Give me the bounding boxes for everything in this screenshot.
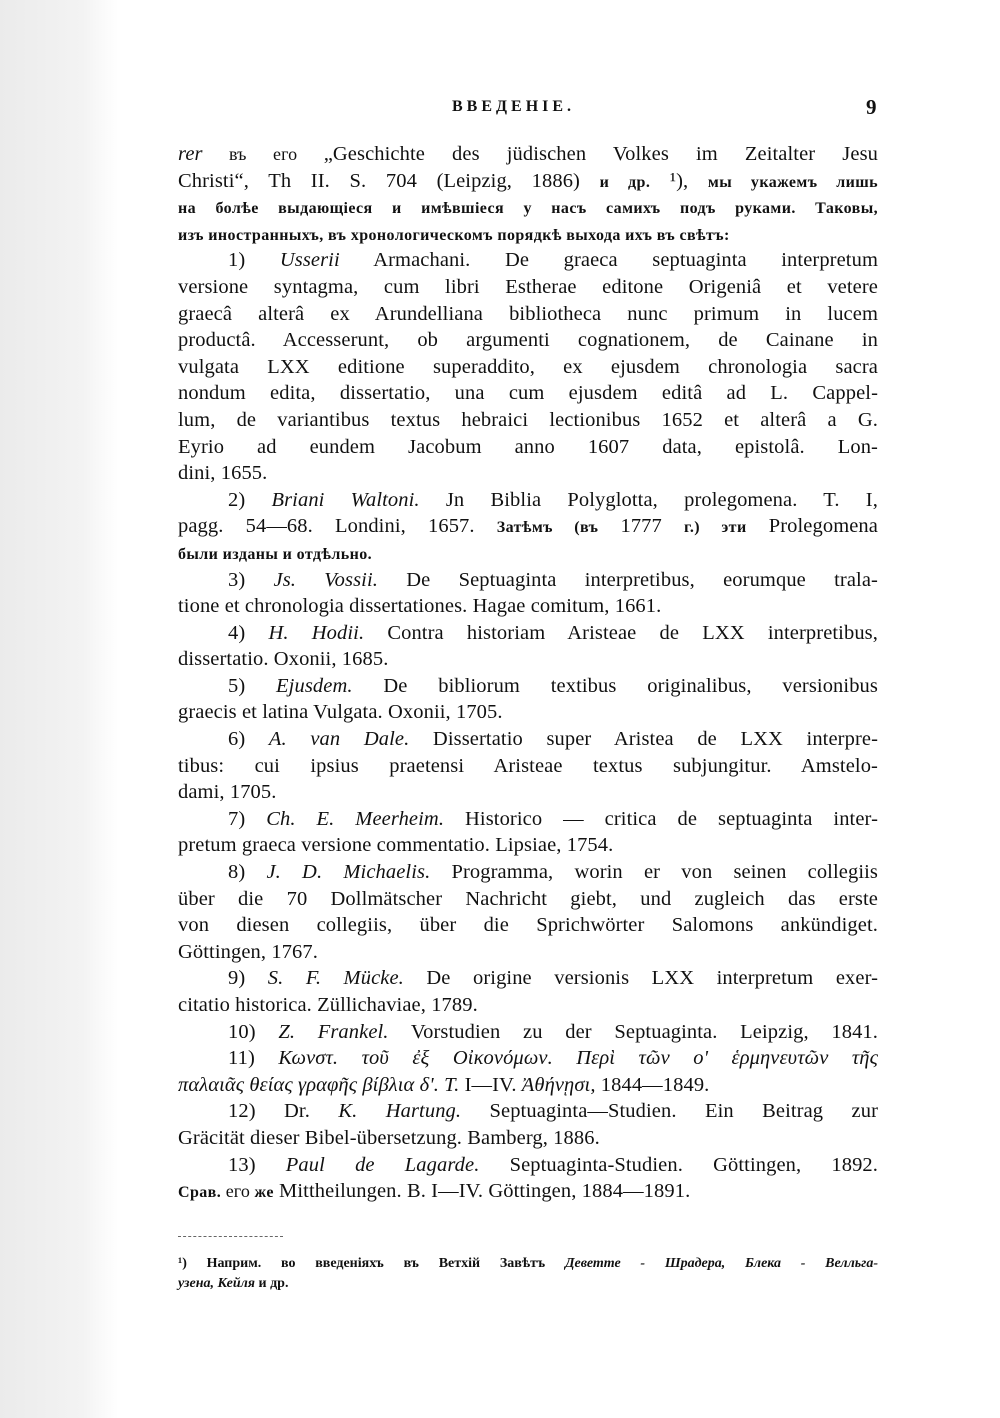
text-line — [178, 1125, 878, 1152]
text-run: Dissertatio super Aristea de LXX interpre- — [409, 728, 878, 751]
text-run: 1777 — [598, 515, 685, 538]
text-run: tibus: cui ipsius praetensi Aristeae textus subjungitur. Amstelo- — [178, 754, 878, 777]
text-run: 7) — [228, 807, 267, 830]
text-run: Mittheilungen. B. I—IV. Göttingen, 1884—1891. — [273, 1180, 691, 1203]
text-line — [178, 1098, 878, 1125]
text-line — [178, 487, 878, 514]
text-line — [178, 567, 878, 594]
text-run: 1) — [228, 249, 280, 272]
text-line — [178, 806, 878, 833]
text-line — [178, 380, 878, 407]
text-line — [178, 301, 878, 328]
text-line — [178, 1178, 878, 1205]
text-line — [178, 1019, 878, 1046]
text-line — [178, 593, 878, 620]
text-run: Göttingen, 1767. — [178, 940, 318, 963]
text-run: изъ иностранныхъ, въ хронологическомъ порядкѣ выхода ихъ въ свѣтъ: — [178, 226, 730, 244]
text-run: Затѣмъ (въ — [496, 519, 599, 537]
text-run: graecis et latina Vulgata. Oxonii, 1705. — [178, 701, 503, 724]
text-run: dissertatio. Oxonii, 1685. — [178, 648, 389, 671]
text-run: 2) — [228, 488, 272, 511]
text-line — [178, 327, 878, 354]
text-run: tione et chronologia dissertationes. Hagae comitum, 1661. — [178, 595, 662, 618]
text-run: Jn Biblia Polyglotta, prolegomena. T. I, — [419, 488, 878, 511]
text-run: lum, de variantibus textus hebraici lectionibus 1652 et alterâ a G. — [178, 408, 878, 431]
text-run: Historico — critica de septuaginta inter- — [444, 807, 878, 830]
text-run: παλαιᾶς θείας γραφῆς βίβλια δ'. Τ. — [178, 1073, 460, 1096]
text-run: K. Hartung. — [338, 1100, 462, 1123]
text-run: De Septuaginta interpretibus, eorumque trala- — [377, 568, 878, 591]
text-run: pretum graeca versione commentatio. Lipsiae, 1754. — [178, 834, 614, 857]
text-run: von diesen collegiis, über die Sprichwörter Salomons ankündiget. — [178, 914, 878, 937]
text-line — [178, 407, 878, 434]
text-run: Vorstudien zu der Septuaginta. Leipzig, 1841. — [388, 1020, 878, 1043]
text-line — [178, 673, 878, 700]
text-run: 3) — [228, 568, 274, 591]
text-line — [178, 1045, 878, 1072]
text-run: Prolegomena — [746, 515, 878, 538]
text-run: на болѣе выдающіеся и имѣвшіеся у насъ самихъ подъ руками. Таковы, — [178, 200, 878, 218]
text-line — [178, 354, 878, 381]
text-run: dami, 1705. — [178, 781, 277, 804]
text-run: „Geschichte des jüdischen Volkes im Zeitalter Jesu — [323, 143, 878, 165]
text-run: 9) — [228, 967, 268, 990]
text-line — [178, 992, 878, 1019]
text-line — [178, 460, 878, 487]
footnote-separator — [178, 1236, 283, 1237]
text-run: 4) — [228, 621, 269, 644]
text-line — [178, 646, 878, 673]
text-run: I—IV. — [459, 1073, 522, 1096]
text-run: Срав. — [178, 1184, 222, 1202]
text-run: Septuaginta-Studien. Göttingen, 1892. — [479, 1153, 879, 1176]
text-line — [178, 1072, 878, 1099]
text-run: 13) — [228, 1153, 286, 1176]
text-run: S. F. Mücke. — [267, 967, 404, 990]
text-line — [178, 434, 878, 461]
text-run: Ch. E. Meerheim. — [266, 807, 445, 830]
text-line — [178, 726, 878, 753]
text-line — [178, 141, 878, 168]
text-run: 6) — [228, 728, 269, 751]
text-run: H. Hodii. — [268, 621, 365, 644]
footnote — [178, 1254, 878, 1294]
text-run: Gräcität dieser Bibel-übersetzung. Bamberg, 1886. — [178, 1126, 600, 1149]
text-run: Деветте - Шрадера, Блека - Велльга- — [564, 1256, 878, 1271]
text-run: 12) Dr. — [228, 1100, 339, 1123]
text-run: rer — [178, 143, 203, 165]
text-line — [178, 274, 878, 301]
text-line — [178, 513, 878, 540]
text-line — [178, 859, 878, 886]
text-run: A. van Dale. — [268, 728, 410, 751]
text-run: citatio historica. Züllichaviae, 1789. — [178, 994, 478, 1016]
text-run: Armachani. De graeca septuaginta interpretum — [339, 249, 878, 272]
text-run: Christi“, Th II. S. 704 (Leipzig, 1886) — [178, 169, 600, 192]
text-run: De origine versionis LXX interpretum exer- — [403, 967, 879, 990]
text-run: nondum edita, dissertatio, una cum ejusdem editâ ad L. Cappel- — [178, 382, 878, 405]
text-run: и др. — [255, 1276, 289, 1291]
text-run: Septuaginta—Studien. Ein Beitrag zur — [461, 1100, 878, 1123]
text-run: 10) — [228, 1020, 279, 1043]
text-run: ¹), — [650, 169, 708, 192]
text-run: мы укажемъ лишь — [707, 173, 878, 191]
text-run: Κωνστ. τοῦ ἐξ Οἰκονόμων. Περὶ τῶν ο' ἑρμηνευτῶν τῆς — [278, 1047, 878, 1070]
text-run: productâ. Accesserunt, ob argumenti cognationem, de Cainane in — [178, 329, 878, 352]
text-run: J. D. Michaelis. — [266, 861, 431, 884]
text-run: узена, Кейля — [178, 1276, 256, 1291]
text-run: pagg. 54—68. Londini, 1657. — [178, 515, 497, 538]
text-run: 1844—1849. — [595, 1073, 710, 1096]
text-line — [178, 540, 878, 567]
text-run: были изданы и отдѣльно. — [178, 545, 373, 563]
text-run: Usserii — [279, 249, 340, 272]
text-line — [178, 1152, 878, 1179]
text-run: 11) — [228, 1047, 279, 1070]
text-line — [178, 965, 878, 992]
text-run: versione syntagma, cum libri Estherae editone Origeniâ et vetere — [178, 275, 878, 298]
running-header: ВВЕДЕНІЕ. — [452, 98, 576, 115]
text-line — [178, 221, 878, 248]
scan-edge-shadow — [0, 0, 118, 1418]
text-line — [178, 168, 878, 195]
text-run: Ejusdem. — [276, 674, 353, 697]
text-run: въ его — [202, 144, 324, 164]
text-run: его — [221, 1181, 255, 1202]
text-run: 5) — [228, 674, 277, 697]
text-run: г.) эти — [684, 519, 747, 537]
main-text — [178, 141, 878, 1205]
text-run: über die 70 Dollmätscher Nachricht giebt, und zugleich das erste — [178, 887, 878, 910]
text-line — [178, 939, 878, 966]
text-run: Ἀθήνῃσι, — [521, 1073, 596, 1096]
footnote-line — [178, 1274, 878, 1294]
text-line — [178, 753, 878, 780]
text-line — [178, 912, 878, 939]
text-line — [178, 247, 878, 274]
text-line — [178, 886, 878, 913]
text-run: Briani Waltoni. — [271, 488, 420, 511]
text-run: graecâ alterâ ex Arundelliana bibliotheca nunc primum in lucem — [178, 302, 878, 325]
text-run: Programma, worin er von seinen collegiis — [430, 861, 878, 884]
text-run: Eyrio ad eundem Jacobum anno 1607 data, epistolâ. Lon- — [178, 435, 878, 458]
footnote-line — [178, 1254, 878, 1274]
text-run: Z. Frankel. — [278, 1020, 389, 1043]
page-number: 9 — [866, 95, 877, 119]
text-line — [178, 779, 878, 806]
text-line — [178, 699, 878, 726]
text-line — [178, 620, 878, 647]
text-line — [178, 194, 878, 221]
text-run: vulgata LXX editione superaddito, ex ejusdem chronologia sacra — [178, 355, 878, 378]
text-run: De bibliorum textibus originalibus, versionibus — [352, 674, 878, 697]
text-line — [178, 832, 878, 859]
text-run: 8) — [228, 861, 267, 884]
text-run: Js. Vossii. — [273, 568, 378, 591]
text-run: Paul de Lagarde. — [285, 1153, 480, 1176]
text-run: ¹) Наприм. во введеніяхъ въ Ветхій Завѣтъ — [178, 1256, 565, 1271]
text-run: и др. — [599, 173, 651, 191]
text-run: же — [254, 1184, 274, 1202]
text-run: Contra historiam Aristeae de LXX interpretibus, — [364, 621, 878, 644]
text-run: dini, 1655. — [178, 462, 268, 485]
